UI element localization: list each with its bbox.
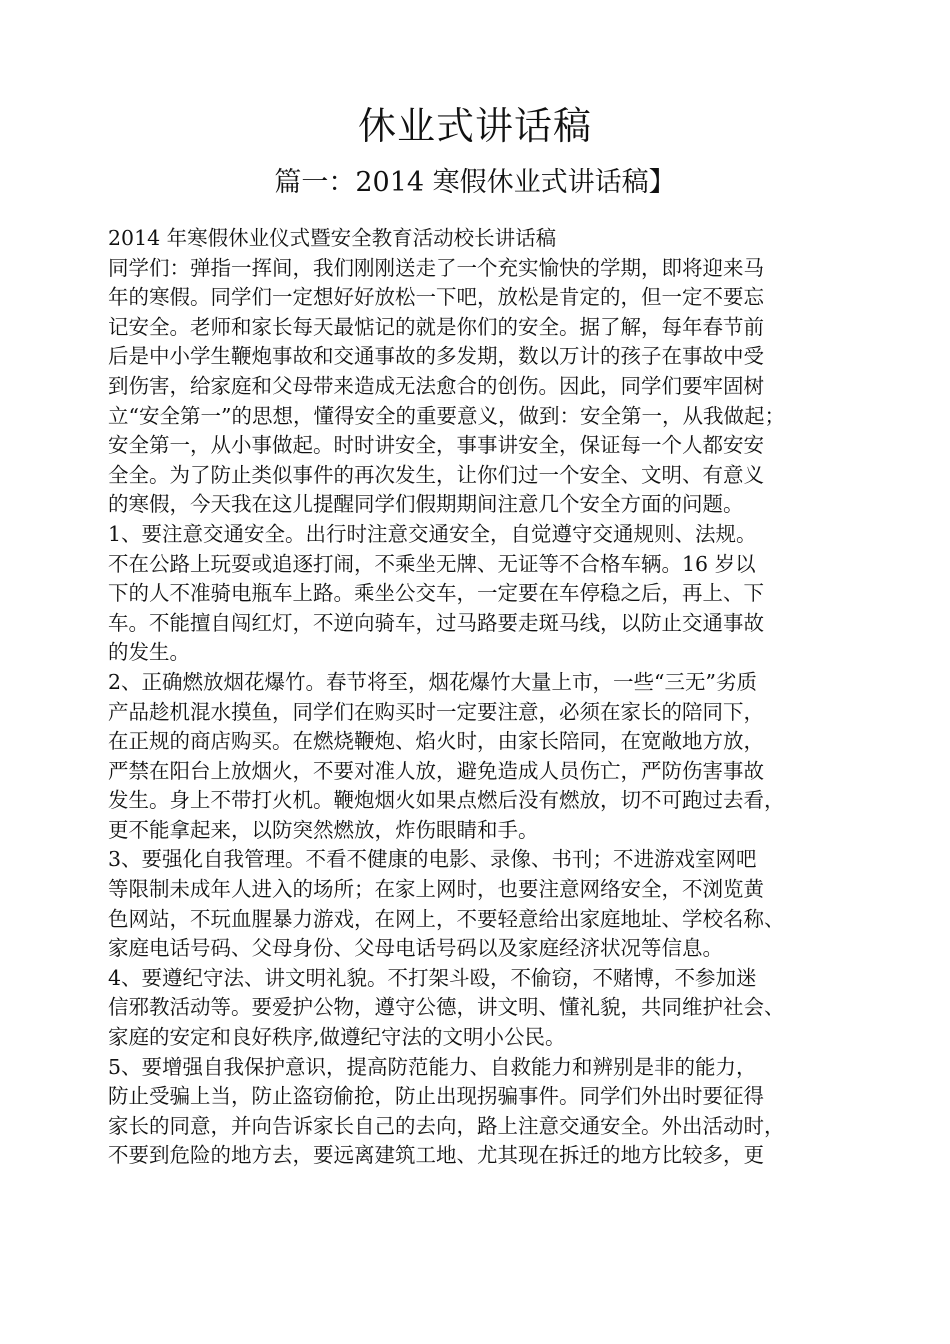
body-line: 的寒假，今天我在这儿提醒同学们假期期间注意几个安全方面的问题。 xyxy=(108,492,744,517)
body-line: 5、要增强自我保护意识，提高防范能力、自救能力和辨别是非的能力， xyxy=(108,1054,757,1079)
body-line: 产品趁机混水摸鱼，同学们在购买时一定要注意，必须在家长的陪同下， xyxy=(108,699,764,724)
body-line: 立“安全第一”的思想，懂得安全的重要意义，做到：安全第一，从我做起； xyxy=(108,403,785,428)
body-line: 车。不能擅自闯红灯，不逆向骑车，过马路要走斑马线，以防止交通事故 xyxy=(108,610,764,635)
body-line: 记安全。老师和家长每天最惦记的就是你们的安全。据了解，每年春节前 xyxy=(108,314,764,339)
body-line: 信邪教活动等。要爱护公物，遵守公德，讲文明、懂礼貌，共同维护社会、 xyxy=(108,995,785,1020)
body-line: 2、正确燃放烟花爆竹。春节将至，烟花爆竹大量上市，一些“三无”劣质 xyxy=(108,669,758,694)
body-line: 更不能拿起来，以防突然燃放，炸伤眼睛和手。 xyxy=(108,817,539,842)
body-line: 3、要强化自我管理。不看不健康的电影、录像、书刊；不进游戏室网吧 xyxy=(108,847,757,872)
body-line: 到伤害，给家庭和父母带来造成无法愈合的创伤。因此，同学们要牢固树 xyxy=(108,373,764,398)
body-line: 家长的同意，并向告诉家长自己的去向，路上注意交通安全。外出活动时， xyxy=(108,1113,785,1138)
body-line: 下的人不准骑电瓶车上路。乘坐公交车，一定要在车停稳之后，再上、下 xyxy=(108,581,764,606)
body-line: 在正规的商店购买。在燃烧鞭炮、焰火时，由家长陪同，在宽敞地方放， xyxy=(108,729,764,754)
body-line: 的发生。 xyxy=(108,640,190,665)
body-line: 发生。身上不带打火机。鞭炮烟火如果点燃后没有燃放，切不可跑过去看， xyxy=(108,788,785,813)
body-line: 不在公路上玩耍或追逐打闹，不乘坐无牌、无证等不合格车辆。16 岁以 xyxy=(108,551,756,576)
body-line: 家庭电话号码、父母身份、父母电话号码以及家庭经济状况等信息。 xyxy=(108,936,723,961)
body-line: 2014 年寒假休业仪式暨安全教育活动校长讲话稿 xyxy=(108,226,557,250)
body-line: 后是中小学生鞭炮事故和交通事故的多发期，数以万计的孩子在事故中受 xyxy=(108,344,764,369)
body-line: 防止受骗上当，防止盗窃偷抢，防止出现拐骗事件。同学们外出时要征得 xyxy=(108,1084,764,1109)
body-line: 4、要遵纪守法、讲文明礼貌。不打架斗殴，不偷窃，不赌博，不参加迷 xyxy=(108,965,757,990)
body-line: 1、要注意交通安全。出行时注意交通安全，自觉遵守交通规则、法规。 xyxy=(108,521,757,546)
body-line: 安全第一，从小事做起。时时讲安全，事事讲安全，保证每一个人都安安 xyxy=(108,433,764,458)
body-line: 同学们：弹指一挥间，我们刚刚送走了一个充实愉快的学期，即将迎来马 xyxy=(108,255,764,280)
document-body xyxy=(108,224,868,1171)
body-line: 等限制未成年人进入的场所；在家上网时，也要注意网络安全，不浏览黄 xyxy=(108,877,764,902)
body-line: 家庭的安定和良好秩序,做遵纪守法的文明小公民。 xyxy=(108,1025,566,1050)
body-line: 年的寒假。同学们一定想好好放松一下吧，放松是肯定的，但一定不要忘 xyxy=(108,285,764,310)
document-subtitle: 篇一：2014 寒假休业式讲话稿】 xyxy=(274,167,676,198)
body-line: 不要到危险的地方去，要远离建筑工地、尤其现在拆迁的地方比较多，更 xyxy=(108,1143,764,1168)
body-line: 色网站，不玩血腥暴力游戏，在网上，不要轻意给出家庭地址、学校名称、 xyxy=(108,906,785,931)
body-line: 全全。为了防止类似事件的再次发生，让你们过一个安全、文明、有意义 xyxy=(108,462,764,487)
document-title: 休业式讲话稿 xyxy=(357,104,592,148)
body-line: 严禁在阳台上放烟火，不要对准人放，避免造成人员伤亡，严防伤害事故 xyxy=(108,758,764,783)
